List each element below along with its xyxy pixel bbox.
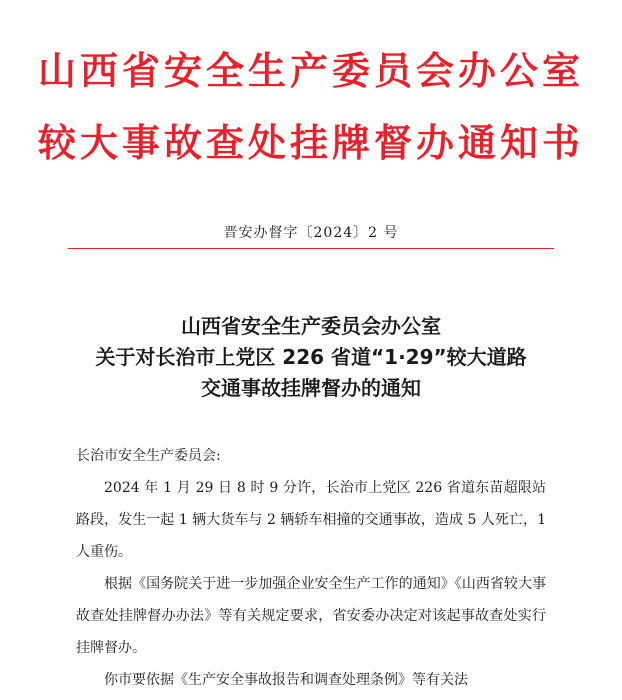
red-header-title-line1: 山西省安全生产委员会办公室 [37,49,584,93]
red-divider-line [68,248,554,249]
salutation: 长治市安全生产委员会: [76,448,221,464]
notice-title-line1: 山西省安全生产委员会办公室 [181,314,441,338]
notice-title-line2: 关于对长治市上党区 226 省道“1·29”较大道路 [95,345,527,369]
body-paragraph-1: 2024 年 1 月 29 日 8 时 9 分许，长治市上党区 226 省道东苗超限站路段，发生一起 1 辆大货车与 2 辆轿车相撞的交通事故，造成 5 人死亡，1 人重伤。 [76,480,546,560]
notice-body [76,440,546,696]
body-paragraph-2: 根据《国务院关于进一步加强企业安全生产工作的通知》《山西省较大事故查处挂牌督办办法》等有关规定要求，省安委办决定对该起事故查处实行挂牌督办。 [76,576,546,656]
notice-title-line3: 交通事故挂牌督办的通知 [201,376,421,400]
notice-title [0,311,622,404]
document-number: 晋安办督字〔2024〕2 号 [223,225,399,241]
body-paragraph-3: 你市要依据《生产安全事故报告和调查处理条例》等有关法 [104,672,468,688]
red-header-title-line2: 较大事故查处挂牌督办通知书 [37,121,584,165]
